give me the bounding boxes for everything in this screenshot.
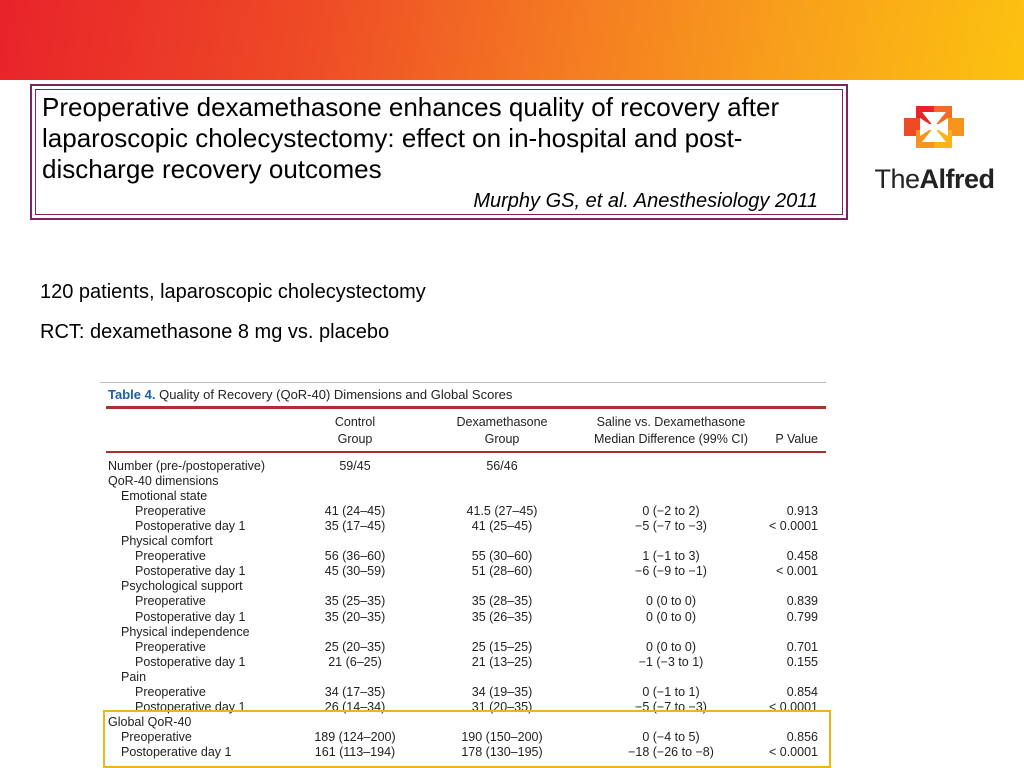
table-caption-label: Table 4. [108, 387, 156, 402]
col-header-dexamethasone [428, 414, 576, 448]
difference-value: 0 (0 to 0) [645, 639, 697, 654]
col-header-line: Group [484, 432, 520, 446]
table-row [100, 594, 830, 609]
table-row [100, 685, 830, 700]
difference-value: −5 (−7 to −3) [635, 699, 707, 714]
control-value: 161 (113–194) [314, 744, 396, 759]
table-row [100, 670, 830, 685]
col-header-line: Median Difference (99% CI) [593, 432, 748, 446]
qor-table [100, 382, 830, 768]
dexamethasone-value: 21 (13–25) [471, 654, 533, 669]
citation: Murphy GS, et al. Anesthesiology 2011 [473, 190, 818, 212]
table-row [100, 459, 830, 474]
difference-value: 0 (0 to 0) [645, 609, 697, 624]
col-header-line: Control [334, 415, 376, 429]
row-label: Postoperative day 1 [135, 699, 246, 714]
difference-value: 0 (−2 to 2) [642, 504, 700, 519]
row-label: Pain [121, 669, 147, 684]
dexamethasone-value: 41 (25–45) [471, 519, 533, 534]
table-caption-text: Quality of Recovery (QoR-40) Dimensions and Global Scores [159, 387, 513, 402]
dexamethasone-value: 41.5 (27–45) [466, 504, 538, 519]
table-row [100, 640, 830, 655]
row-label: Preoperative [135, 594, 206, 609]
table-subheader-rule [106, 451, 826, 453]
table-row [100, 625, 830, 640]
row-label: Preoperative [135, 504, 206, 519]
row-label: Physical comfort [121, 534, 213, 549]
dexamethasone-value: 35 (28–35) [471, 594, 533, 609]
difference-value: −18 (−26 to −8) [628, 744, 714, 759]
logo-name: Alfred [919, 164, 995, 194]
row-label: Preoperative [121, 729, 192, 744]
table-row [100, 579, 830, 594]
table-row [100, 519, 830, 534]
p-value: 0.458 [786, 549, 818, 564]
dexamethasone-value: 51 (28–60) [471, 564, 533, 579]
table-row [100, 474, 830, 489]
control-value: 59/45 [339, 459, 371, 473]
alfred-cross-icon [872, 100, 997, 164]
table-top-rule [100, 382, 826, 383]
difference-value: −1 (−3 to 1) [638, 654, 704, 669]
p-value: < 0.001 [775, 564, 818, 579]
p-value: 0.856 [786, 729, 818, 744]
dexamethasone-value: 190 (150–200) [461, 729, 543, 744]
row-label: Postoperative day 1 [135, 519, 246, 534]
row-label: Postoperative day 1 [121, 744, 232, 759]
control-value: 189 (124–200) [314, 729, 396, 744]
col-header-p-value [750, 431, 818, 448]
p-value: 0.155 [786, 654, 818, 669]
dexamethasone-value: 34 (19–35) [471, 684, 533, 699]
dexamethasone-value: 55 (30–60) [471, 549, 533, 564]
p-value: 0.913 [786, 504, 818, 519]
difference-value: 1 (−1 to 3) [642, 549, 700, 564]
table-row [100, 549, 830, 564]
logo-wordmark [872, 164, 997, 195]
alfred-logo [872, 100, 997, 196]
control-value: 35 (20–35) [324, 609, 386, 624]
row-label: Global QoR-40 [108, 714, 192, 729]
row-label: Postoperative day 1 [135, 654, 246, 669]
control-value: 45 (30–59) [324, 564, 386, 579]
row-label: Preoperative [135, 549, 206, 564]
row-label: Preoperative [135, 684, 206, 699]
difference-value: 0 (0 to 0) [645, 594, 697, 609]
dexamethasone-value: 178 (130–195) [461, 744, 543, 759]
control-value: 25 (20–35) [324, 639, 386, 654]
difference-value: −6 (−9 to −1) [635, 564, 707, 579]
control-value: 56 (36–60) [324, 549, 386, 564]
table-row [100, 715, 830, 730]
table-row [100, 534, 830, 549]
col-header-line: P Value [775, 432, 818, 446]
table-row [100, 564, 830, 579]
p-value: < 0.0001 [768, 744, 818, 759]
row-label: Preoperative [135, 639, 206, 654]
row-label: Emotional state [121, 489, 208, 504]
row-label: QoR-40 dimensions [108, 474, 219, 489]
p-value: 0.839 [786, 594, 818, 609]
dexamethasone-value: 35 (26–35) [471, 609, 533, 624]
row-label: Physical independence [121, 624, 250, 639]
row-label: Psychological support [121, 579, 243, 594]
table-row [100, 610, 830, 625]
dexamethasone-value: 56/46 [486, 459, 518, 473]
p-value: 0.701 [786, 639, 818, 654]
bullet-text: RCT: dexamethasone 8 mg vs. placebo [40, 321, 390, 343]
table-caption [108, 387, 512, 402]
slide-title: Preoperative dexamethasone enhances quality of recovery after laparoscopic cholecystectomy: effect on in-hospital and post-discharge recovery outcomes [42, 92, 780, 184]
table-row [100, 745, 830, 760]
title-frame [30, 84, 848, 220]
control-value: 21 (6–25) [328, 654, 382, 669]
p-value: 0.854 [786, 684, 818, 699]
col-header-control [282, 414, 428, 448]
table-header-rule [106, 406, 826, 409]
p-value: < 0.0001 [768, 699, 818, 714]
control-value: 34 (17–35) [324, 684, 386, 699]
dexamethasone-value: 25 (15–25) [471, 639, 533, 654]
row-label: Postoperative day 1 [135, 564, 246, 579]
row-label: Postoperative day 1 [135, 609, 246, 624]
header-gradient-band [0, 0, 1024, 80]
control-value: 41 (24–45) [324, 504, 386, 519]
control-value: 35 (25–35) [324, 594, 386, 609]
col-header-line: Group [337, 432, 373, 446]
col-header-line: Dexamethasone [456, 415, 548, 429]
row-label: Number (pre-/postoperative) [108, 459, 266, 473]
table-row [100, 489, 830, 504]
p-value: < 0.0001 [768, 519, 818, 534]
p-value: 0.799 [786, 609, 818, 624]
control-value: 35 (17–45) [324, 519, 386, 534]
dexamethasone-value: 31 (20–35) [471, 699, 533, 714]
bullet-text: 120 patients, laparoscopic cholecystectomy [40, 281, 426, 303]
table-row [100, 700, 830, 715]
logo-prefix: The [874, 164, 920, 194]
difference-value: 0 (−4 to 5) [642, 729, 700, 744]
table-row [100, 730, 830, 745]
difference-value: −5 (−7 to −3) [635, 519, 707, 534]
table-row [100, 504, 830, 519]
col-header-line: Saline vs. Dexamethasone [596, 415, 746, 429]
difference-value: 0 (−1 to 1) [642, 684, 700, 699]
control-value: 26 (14–34) [324, 699, 386, 714]
table-row [100, 655, 830, 670]
